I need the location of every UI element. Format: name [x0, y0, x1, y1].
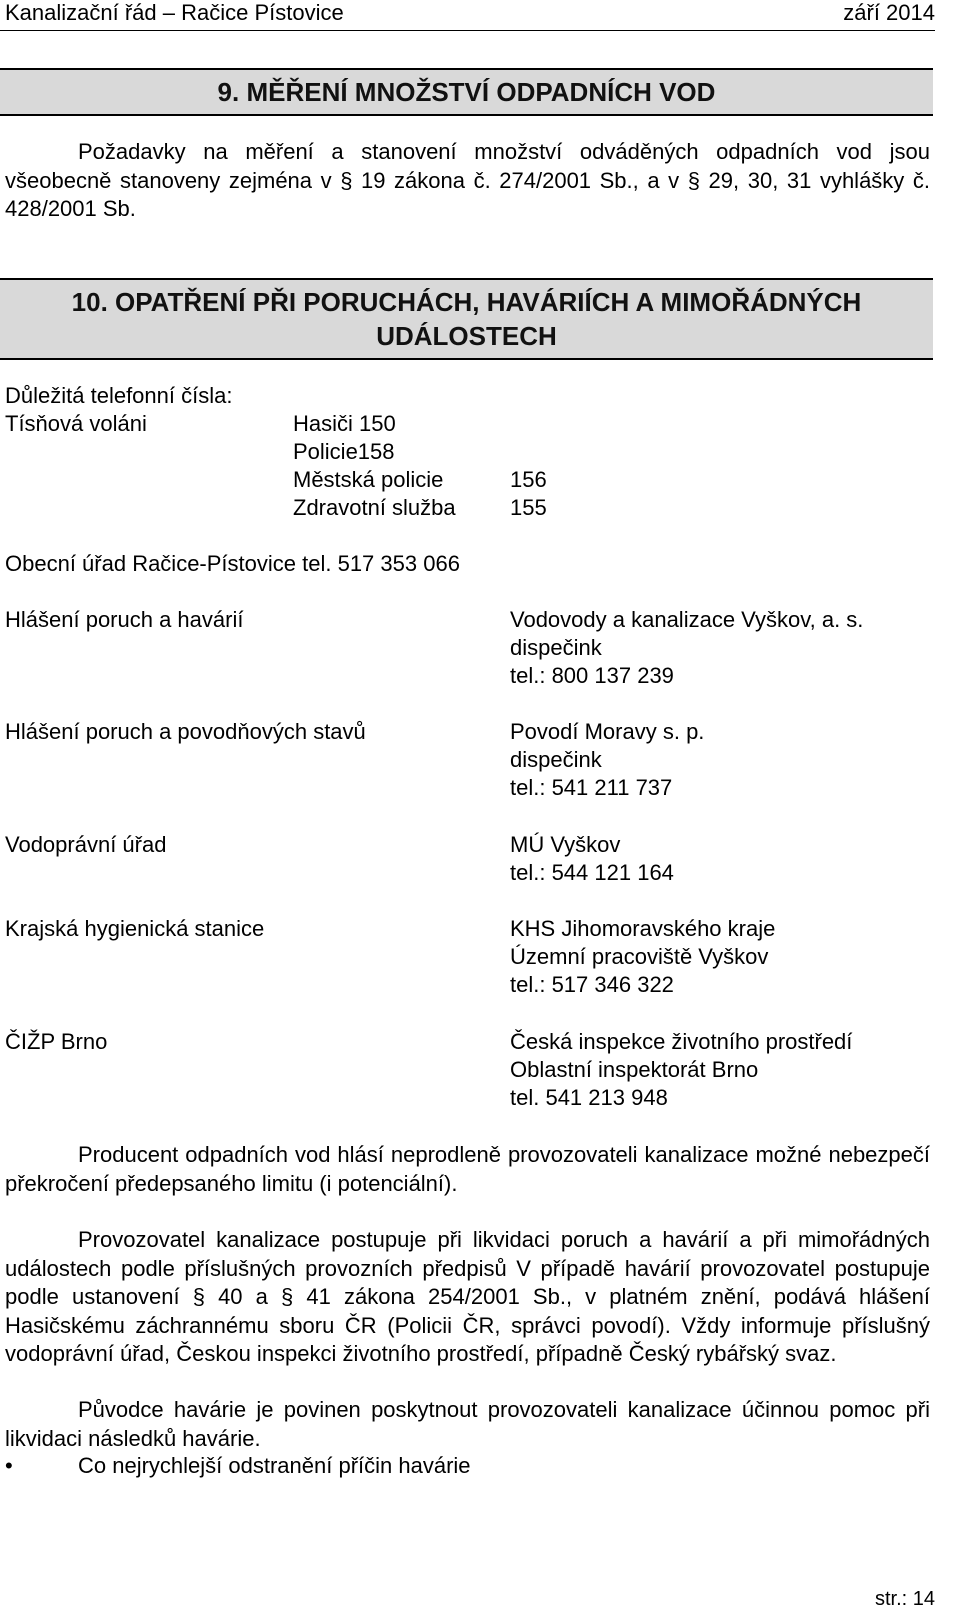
emergency-firefighters: Hasiči 150 [293, 411, 396, 436]
contact-line: dispečink [510, 747, 602, 772]
paragraph-provozovatel: Provozovatel kanalizace postupuje při likvidaci poruch a havárií a při mimořádných událostech podle příslušných provozních předpisů V případě havárií provozovatel postupuje podle ustanovení § 40 a § 41 zákona 254/2001 Sb., v platném znění, podává hlášení Hasičskému záchrannému sboru ČR (Policii ČR, správci povodí). Vždy informuje příslušný vodoprávní úřad, Českou inspekci životního prostředí, případně Český rybářský svaz. [5, 1227, 930, 1366]
bullet-symbol: • [5, 1453, 13, 1478]
contact-line: dispečink [510, 635, 602, 660]
contact-label: Vodoprávní úřad [5, 832, 167, 857]
contact-line: Vodovody a kanalizace Vyškov, a. s. [510, 607, 864, 632]
contact-label: Hlášení poruch a povodňových stavů [5, 719, 366, 744]
contact-label: Hlášení poruch a havárií [5, 607, 244, 632]
contact-label: ČIŽP Brno [5, 1029, 108, 1054]
paragraph-puvodce: Původce havárie je povinen poskytnout provozovateli kanalizace účinnou pomoc při likvidaci následků havárie. [5, 1397, 930, 1451]
paragraph-producent: Producent odpadních vod hlásí neprodleně provozovateli kanalizace možné nebezpečí překročení předepsaného limitu (i potenciální). [5, 1142, 930, 1196]
page-number: str.: 14 [874, 1588, 935, 1610]
phones-label: Důležitá telefonní čísla: [5, 383, 233, 408]
bullet-item: Co nejrychlejší odstranění příčin havárie [78, 1453, 471, 1478]
section-9-body: Požadavky na měření a stanovení množství odváděných odpadních vod jsou všeobecně stanoveny zejména v § 19 zákona č. 274/2001 Sb., a v § 29, 30, 31 vyhlášky č. 428/2001 Sb. [5, 139, 930, 221]
emergency-police: Policie158 [293, 439, 395, 464]
contact-line: Oblastní inspektorát Brno [510, 1057, 759, 1082]
section-10-heading-line2: UDÁLOSTECH [376, 321, 557, 351]
contact-line: tel. 541 213 948 [510, 1085, 668, 1110]
section-9-heading: 9. MĚŘENÍ MNOŽSTVÍ ODPADNÍCH VOD [0, 68, 933, 116]
contact-line: tel.: 541 211 737 [510, 775, 673, 800]
section-10-heading-line1: 10. OPATŘENÍ PŘI PORUCHÁCH, HAVÁRIÍCH A MIMOŘÁDNÝCH [71, 287, 862, 317]
contact-line: tel.: 517 346 322 [510, 972, 674, 997]
contact-line: KHS Jihomoravského kraje [510, 916, 776, 941]
municipal-office: Obecní úřad Račice-Pístovice tel. 517 353 066 [5, 551, 460, 576]
emergency-medical-number: 155 [510, 495, 547, 520]
contact-line: MÚ Vyškov [510, 832, 621, 857]
contact-line: Povodí Moravy s. p. [510, 719, 705, 744]
contact-label: Krajská hygienická stanice [5, 916, 265, 941]
document-date: září 2014 [843, 0, 935, 25]
section-10-heading [0, 278, 933, 360]
contact-line: Územní pracoviště Vyškov [510, 944, 769, 969]
emergency-label: Tísňová voláni [5, 411, 147, 436]
emergency-city-police-number: 156 [510, 467, 547, 492]
page-header [0, 0, 935, 31]
contact-line: tel.: 544 121 164 [510, 860, 674, 885]
contact-line: tel.: 800 137 239 [510, 663, 674, 688]
document-title: Kanalizační řád – Račice Pístovice [5, 0, 344, 25]
emergency-medical: Zdravotní služba [293, 495, 456, 520]
contact-line: Česká inspekce životního prostředí [510, 1029, 853, 1054]
emergency-city-police: Městská policie [293, 467, 444, 492]
